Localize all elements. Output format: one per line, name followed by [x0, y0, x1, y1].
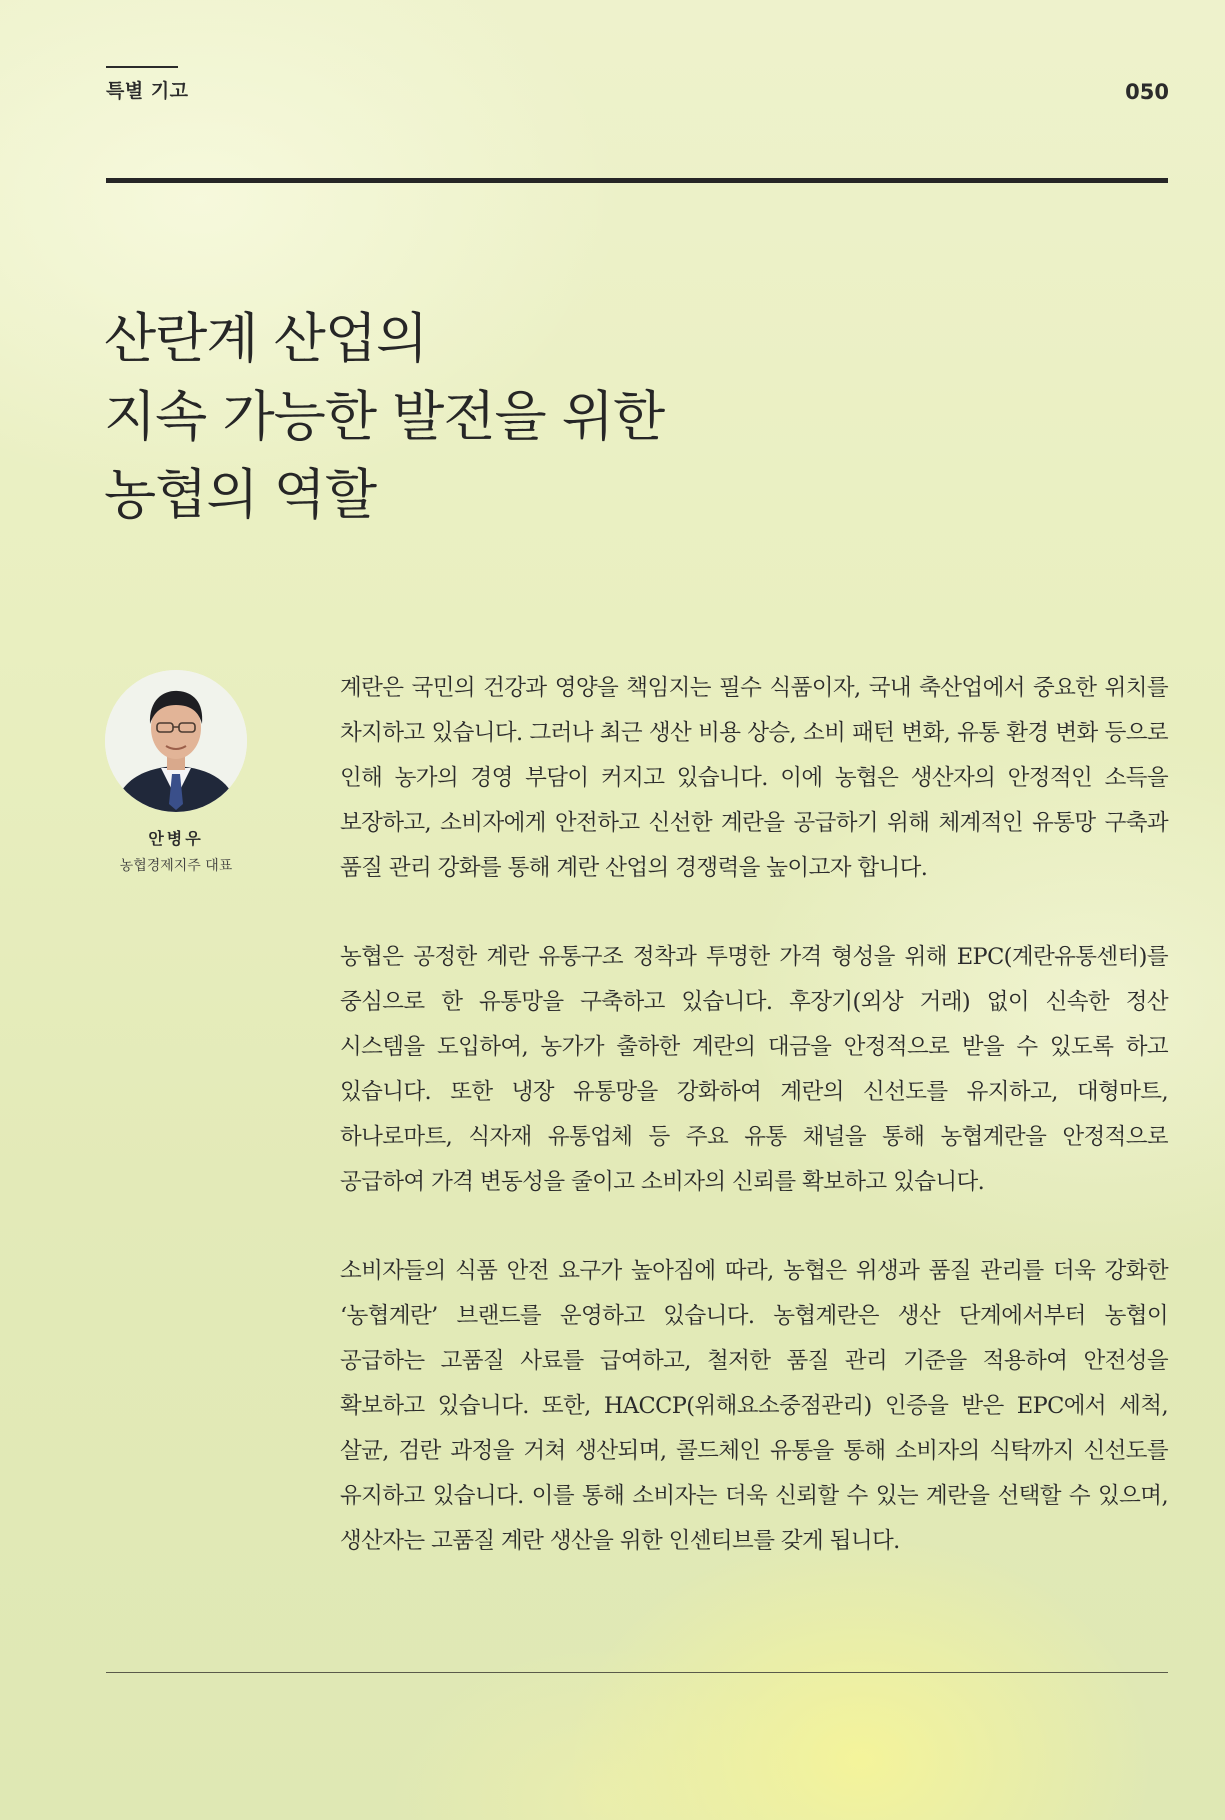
author-photo — [105, 670, 247, 812]
body-paragraph: 계란은 국민의 건강과 영양을 책임지는 필수 식품이자, 국내 축산업에서 중요한 위치를 차지하고 있습니다. 그러나 최근 생산 비용 상승, 소비 패턴 변화, 유통 환경 변화 등으로 인해 농가의 경영 부담이 커지고 있습니다. 이에 농협은 생산자의 안정적인 소득을 보장하고, 소비자에게 안전하고 신선한 계란을 공급하기 위해 체계적인 유통망 구축과 품질 관리 강화를 통해 계란 산업의 경쟁력을 높이고자 합니다. — [340, 675, 1168, 881]
article-body — [340, 666, 1168, 1608]
author-role: 농협경제지주 대표 — [119, 858, 233, 874]
section-label-block — [106, 66, 189, 103]
article-title — [104, 300, 664, 534]
top-divider — [106, 178, 1168, 183]
body-paragraph: 농협은 공정한 계란 유통구조 정착과 투명한 가격 형성을 위해 EPC(계란유통센터)를 중심으로 한 유통망을 구축하고 있습니다. 후장기(외상 거래) 없이 신속한 정산 시스템을 도입하여, 농가가 출하한 계란의 대금을 안정적으로 받을 수 있도록 하고 있습니다. 또한 냉장 유통망을 강화하여 계란의 신선도를 유지하고, 대형마트, 하나로마트, 식자재 유통업체 등 주요 유통 채널을 통해 농협계란을 안정적으로 공급하여 가격 변동성을 줄이고 소비자의 신뢰를 확보하고 있습니다. — [340, 944, 1168, 1195]
page-number: 050 — [1125, 80, 1169, 104]
section-label: 특별 기고 — [106, 80, 189, 102]
section-label-rule — [106, 66, 178, 68]
title-line: 산란계 산업의 — [104, 307, 428, 370]
title-line: 지속 가능한 발전을 위한 — [104, 385, 665, 448]
author-name: 안병우 — [148, 829, 204, 848]
author-card — [100, 670, 252, 875]
body-paragraph: 소비자들의 식품 안전 요구가 높아짐에 따라, 농협은 위생과 품질 관리를 더욱 강화한 ‘농협계란’ 브랜드를 운영하고 있습니다. 농협계란은 생산 단계에서부터 농협이 공급하는 고품질 사료를 급여하고, 철저한 품질 관리 기준을 적용하여 안전성을 확보하고 있습니다. 또한, HACCP(위해요소중점관리) 인증을 받은 EPC에서 세척, 살균, 검란 과정을 거쳐 생산되며, 콜드체인 유통을 통해 소비자의 식탁까지 신선도를 유지하고 있습니다. 이를 통해 소비자는 더욱 신뢰할 수 있는 계란을 선택할 수 있으며, 생산자는 고품질 계란 생산을 위한 인센티브를 갖게 됩니다. — [340, 1258, 1168, 1554]
bottom-divider — [106, 1672, 1168, 1673]
title-line: 농협의 역할 — [104, 463, 376, 526]
